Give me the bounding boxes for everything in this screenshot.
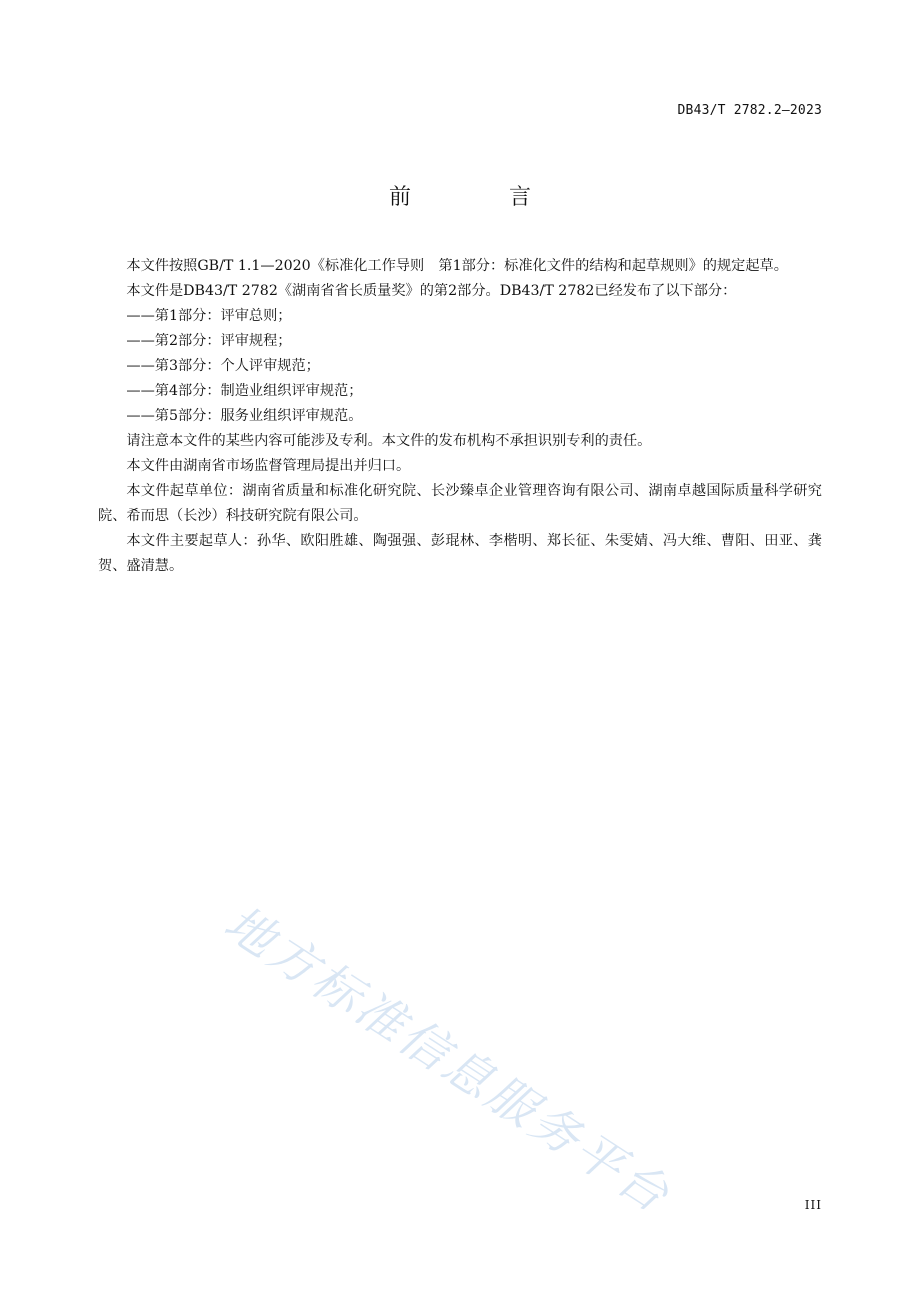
paragraph-drafting-rules: 本文件按照GB/T 1.1—2020《标准化工作导则 第1部分：标准化文件的结构和起草规则》的规定起草。 — [126, 258, 788, 274]
list-item-part-3: ——第3部分：个人评审规范； — [126, 358, 320, 374]
page-title: 前 言 — [388, 185, 569, 210]
paragraph-drafting-units: 本文件起草单位：湖南省质量和标准化研究院、长沙臻卓企业管理咨询有限公司、湖南卓越国际质量科学研究院、希而思（长沙）科技研究院有限公司。 — [98, 483, 822, 524]
page-number: III — [804, 1198, 822, 1212]
standard-code: DB43/T 2782.2—2023 — [677, 103, 822, 118]
list-item-part-5: ——第5部分：服务业组织评审规范。 — [126, 408, 363, 424]
paragraph-part-intro: 本文件是DB43/T 2782《湖南省省长质量奖》的第2部分。DB43/T 2782已经发布了以下部分： — [126, 283, 737, 299]
paragraph-patent-notice: 请注意本文件的某些内容可能涉及专利。本文件的发布机构不承担识别专利的责任。 — [126, 433, 652, 449]
paragraph-proposer: 本文件由湖南省市场监督管理局提出并归口。 — [126, 458, 411, 474]
foreword-body — [98, 254, 822, 579]
list-item-part-4: ——第4部分：制造业组织评审规范； — [126, 383, 363, 399]
list-item-part-1: ——第1部分：评审总则； — [126, 308, 292, 324]
paragraph-drafters: 本文件主要起草人：孙华、欧阳胜雄、陶强强、彭琨林、李楷明、郑长征、朱雯婧、冯大维、曹阳、田亚、龚贺、盛清慧。 — [98, 533, 822, 574]
watermark: 地方标准信息服务平台 — [214, 894, 681, 1225]
list-item-part-2: ——第2部分：评审规程； — [126, 333, 292, 349]
